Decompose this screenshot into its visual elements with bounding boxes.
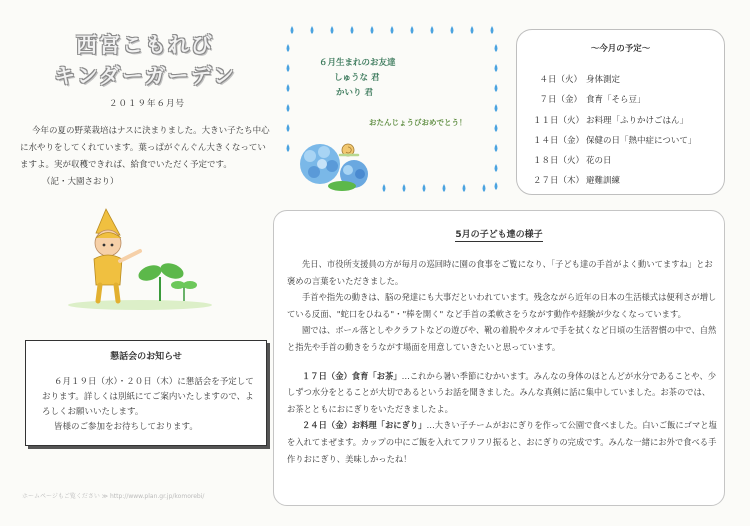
children-paragraph-2: 手首や指先の動きは、脳の発達にも大事だといわれています。残念ながら近年の日本の生活様式は便利さが増している反面、"蛇口をひねる"・"棒を開く" など手首の柔軟さをうながす動作や経験が少なくなっています。 [287, 292, 717, 319]
schedule-date: ７日（金） [539, 95, 582, 106]
schedule-event: 食育「そら豆」 [586, 95, 646, 106]
school-title-line2: キンダーガーデン [53, 64, 237, 88]
schedule-date: ２７日（木） [533, 176, 585, 187]
notice-paragraph-2: 皆様のご参加をお待ちしております。 [54, 422, 198, 432]
monthly-schedule-box [516, 29, 725, 195]
schedule-item [533, 90, 713, 110]
notice-title: 懇話会のお知らせ [110, 352, 182, 362]
children-title [274, 227, 724, 240]
children-title-text: 5月の子ども達の様子 [455, 230, 543, 240]
children-paragraph-5 [287, 417, 717, 467]
schedule-date: １４日（金） [533, 135, 585, 146]
schedule-event: 花の日 [586, 156, 612, 167]
birthday-section [284, 24, 502, 194]
schedule-date: ４日（火） [539, 75, 582, 85]
schedule-item [533, 131, 713, 151]
intro-paragraph: 今年の夏の野菜栽培はナスに決まりました。大きい子たち中心に水やりをしてくれています。葉っぱがぐんぐん大きくなっていますよ。実が収穫できれば、給食でいただく予定です。 [20, 126, 270, 170]
schedule-item [533, 171, 713, 191]
children-paragraph-1: 先日、市役所支援員の方が毎月の巡回時に園の食事をご覧になり、「子ども達の手首がよく動いてますね」とお褒めの言葉をいただきました。 [287, 259, 713, 286]
snail-illustration [340, 144, 358, 156]
children-paragraph-4 [287, 368, 717, 418]
notice-body [42, 375, 257, 435]
school-title-line1: 西宮こもれび [76, 33, 214, 57]
children-paragraph-3: 園では、ボール落としやクラフトなどの遊びや、靴の着脱やタオルで手を拭くなど日頃の生活習慣の中で、自然と指先や手首の動きをうながす場面を用意していきたいと思っています。 [287, 325, 717, 352]
event-heading-tea: １７日（金）食育「お茶」 [302, 370, 402, 381]
schedule-list [533, 70, 713, 192]
children-body [287, 256, 717, 467]
hydrangea-illustration [300, 144, 368, 191]
event-heading-onigiri: ２４日（金）お料理「おにぎり」 [302, 420, 427, 431]
schedule-event: 避難訓練 [586, 176, 621, 187]
school-title [40, 30, 250, 92]
schedule-title: ～今月の予定～ [590, 44, 651, 54]
raindrop-frame [284, 24, 502, 194]
intro-text [20, 123, 270, 191]
notice-paragraph-1: ６月１９日（水）・２０日（木）に懇話会を予定しております。詳しくは別紙にてご案内いたしますので、よろしくお願いいたします。 [42, 377, 254, 417]
birthday-congrats: おたんじょうびおめでとう！ [369, 118, 467, 127]
homepage-link[interactable]: ホームページもご覧ください ≫ http://www.plan.gr.jp/komorebi/ [22, 493, 205, 500]
schedule-date: １８日（火） [533, 156, 585, 167]
schedule-item [533, 70, 713, 90]
meeting-notice-box [25, 340, 267, 446]
schedule-event: 保健の日「熱中症について」 [586, 135, 697, 146]
schedule-item [533, 151, 713, 171]
intro-author: （記・大園さおり） [42, 177, 119, 187]
event-body-tea: …これから暑い季節にむかいます。みんなの身体のほとんどが水分であることや、少しずつ水分をとることが大切であるというお話を聞きました。みんな真剣に話に集中していました。お茶のでは、お茶とともにおにぎりをいただきましたよ。 [287, 370, 717, 414]
birthday-name-1: しゅうな 君 [334, 73, 380, 83]
schedule-event: 身体測定 [586, 75, 621, 85]
schedule-event: お料理「ふりかけごはん」 [586, 115, 689, 126]
birthday-title: ６月生まれのお友達 [319, 58, 396, 68]
children-activities-box [273, 210, 725, 506]
elf-watering-illustration [60, 205, 220, 315]
event-body-onigiri: …大きい子チームがおにぎりを作って公園で食べました。白いご飯にゴマと塩を入れてまぜます。カップの中にご飯を入れてフリフリ振ると、おにぎりの完成です。みんな一緒にお外で食べる手作りおにぎり、美味しかったね！ [287, 420, 717, 464]
schedule-item [533, 111, 713, 131]
birthday-name-2: かいり 君 [336, 88, 373, 98]
issue-date: ２０１９年６月号 [108, 99, 185, 109]
schedule-date: １１日（火） [533, 115, 585, 126]
